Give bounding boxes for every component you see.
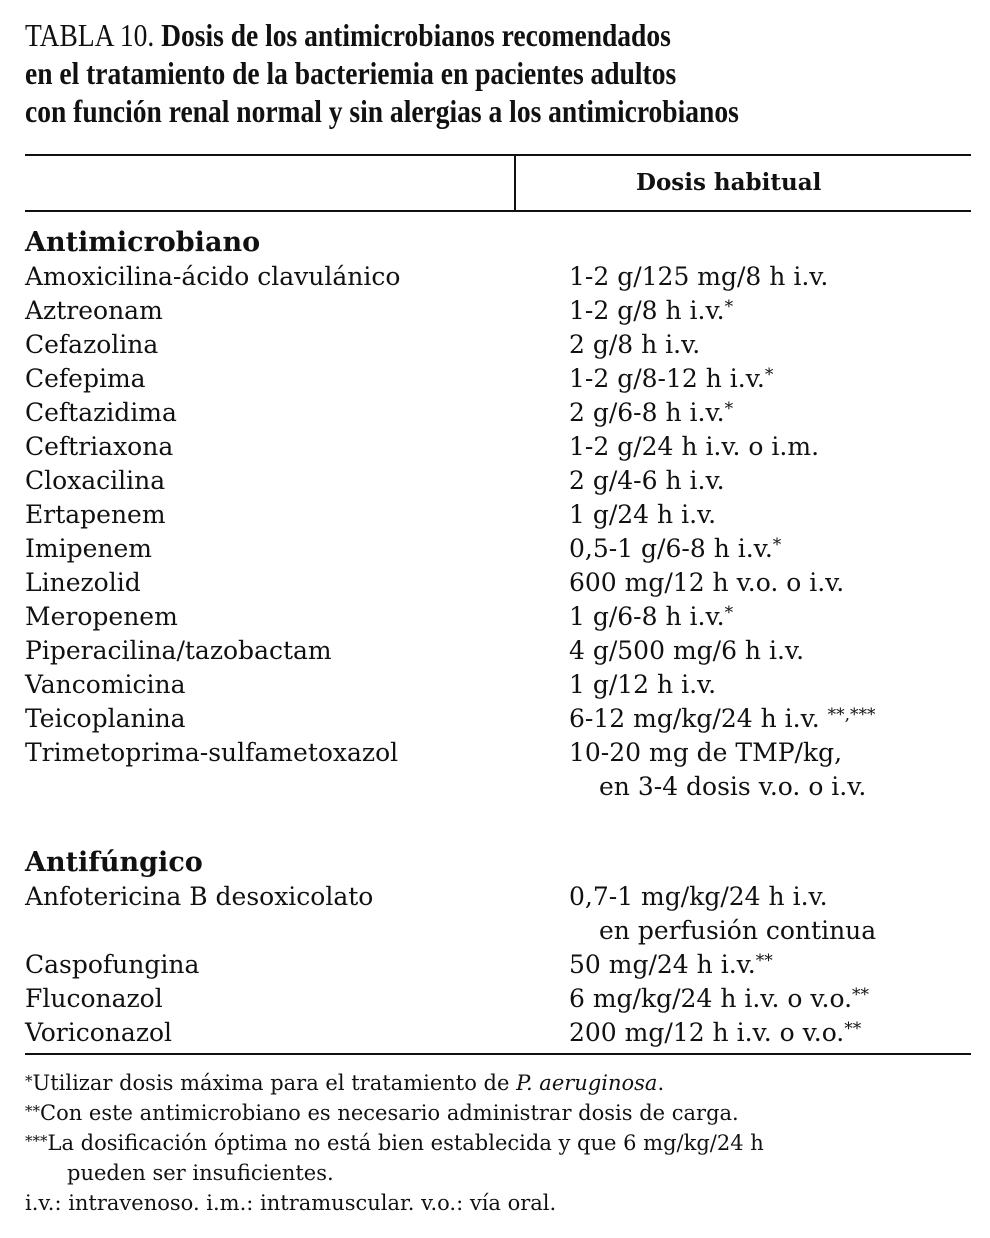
- drug-dose: 1 g/24 h i.v.: [569, 500, 717, 529]
- drug-dose: 6 mg/kg/24 h i.v. o v.o.**: [569, 984, 870, 1013]
- table-row: [25, 566, 971, 600]
- table-row: [25, 982, 971, 1016]
- top-rule: [25, 154, 971, 156]
- drug-name: Cefepima: [25, 364, 146, 393]
- column-header-dose: Dosis habitual: [636, 169, 822, 196]
- drug-dose: 50 mg/24 h i.v.**: [569, 950, 773, 979]
- table-row: [25, 600, 971, 634]
- drug-name: Vancomicina: [25, 670, 186, 699]
- drug-dose: 2 g/4-6 h i.v.: [569, 466, 725, 495]
- table-row: [25, 736, 971, 804]
- title-line-1: TABLA 10. Dosis de los antimicrobianos recomendados: [25, 17, 671, 53]
- table-row: [25, 362, 971, 396]
- drug-dose: 1 g/12 h i.v.: [569, 670, 717, 699]
- drug-dose-continued: en perfusión continua: [599, 916, 877, 945]
- drug-name: Voriconazol: [25, 1018, 173, 1047]
- table-row: [25, 948, 971, 982]
- drug-dose: 10-20 mg de TMP/kg, en 3-4 dosis v.o. o i.v.: [569, 736, 866, 804]
- drug-dose: 6-12 mg/kg/24 h i.v. **,***: [569, 704, 876, 733]
- table-document: [25, 16, 971, 1215]
- drug-name: Ceftriaxona: [25, 432, 174, 461]
- table-row: [25, 328, 971, 362]
- drug-dose: 200 mg/12 h i.v. o v.o.**: [569, 1018, 862, 1047]
- drug-name: Teicoplanina: [25, 704, 186, 733]
- table-row: [25, 880, 971, 948]
- drug-name: Linezolid: [25, 568, 141, 597]
- table-row: [25, 430, 971, 464]
- drug-dose: 1-2 g/24 h i.v. o i.m.: [569, 432, 820, 461]
- bottom-rule: [25, 1053, 971, 1055]
- abbreviations-note: i.v.: intravenoso. i.m.: intramuscular. v.o.: vía oral.: [25, 1191, 557, 1215]
- table-title: [25, 16, 971, 138]
- drug-name: Piperacilina/tazobactam: [25, 636, 332, 665]
- drug-name: Amoxicilina-ácido clavulánico: [25, 262, 401, 291]
- drug-name: Meropenem: [25, 602, 178, 631]
- drug-dose: 0,5-1 g/6-8 h i.v.*: [569, 534, 782, 563]
- footnotes: [25, 1068, 971, 1218]
- drug-dose: 600 mg/12 h v.o. o i.v.: [569, 568, 845, 597]
- drug-name: Fluconazol: [25, 984, 163, 1013]
- drug-name: Trimetoprima-sulfametoxazol: [25, 738, 399, 767]
- title-line-2: en el tratamiento de la bacteriemia en pacientes adultos: [25, 55, 677, 91]
- table-row: [25, 634, 971, 668]
- section-heading-antimicrobiano: Antimicrobiano: [25, 227, 261, 258]
- table-row: [25, 532, 971, 566]
- drug-name: Ertapenem: [25, 500, 166, 529]
- drug-name: Cefazolina: [25, 330, 159, 359]
- drug-name: Aztreonam: [25, 296, 163, 325]
- drug-dose: 0,7-1 mg/kg/24 h i.v. en perfusión continua: [569, 880, 876, 948]
- drug-dose: 1-2 g/8 h i.v.*: [569, 296, 734, 325]
- section-heading-antifungico: Antifúngico: [25, 847, 203, 878]
- drug-dose: 2 g/8 h i.v.: [569, 330, 701, 359]
- drug-name: Imipenem: [25, 534, 152, 563]
- drug-name: Caspofungina: [25, 950, 200, 979]
- table-row: [25, 668, 971, 702]
- table-row: [25, 260, 971, 294]
- header-divider: [514, 156, 516, 210]
- header-rule: [25, 210, 971, 212]
- table-label: TABLA 10.: [25, 17, 155, 53]
- drug-name: Ceftazidima: [25, 398, 177, 427]
- table-row: [25, 464, 971, 498]
- table-row: [25, 294, 971, 328]
- table-row: [25, 498, 971, 532]
- table-row: [25, 396, 971, 430]
- footnote-3: ***La dosificación óptima no está bien establecida y que 6 mg/kg/24 h pueden ser insuficientes.: [25, 1128, 971, 1188]
- footnote-2: **Con este antimicrobiano es necesario administrar dosis de carga.: [25, 1101, 739, 1125]
- drug-dose: 1-2 g/125 mg/8 h i.v.: [569, 262, 829, 291]
- drug-dose: 1 g/6-8 h i.v.*: [569, 602, 734, 631]
- title-line-3: con función renal normal y sin alergias a los antimicrobianos: [25, 93, 739, 129]
- footnote-3-continued: pueden ser insuficientes.: [67, 1161, 334, 1185]
- footnote-1: *Utilizar dosis máxima para el tratamiento de P. aeruginosa.: [25, 1071, 665, 1095]
- drug-name: Anfotericina B desoxicolato: [25, 882, 374, 911]
- table-row: [25, 702, 971, 736]
- drug-name: Cloxacilina: [25, 466, 166, 495]
- drug-dose: 4 g/500 mg/6 h i.v.: [569, 636, 805, 665]
- table-row: [25, 1016, 971, 1050]
- table-body: [25, 226, 971, 1050]
- drug-dose-continued: en 3-4 dosis v.o. o i.v.: [599, 772, 867, 801]
- section-spacer: [25, 804, 971, 846]
- drug-dose: 1-2 g/8-12 h i.v.*: [569, 364, 774, 393]
- drug-dose: 2 g/6-8 h i.v.*: [569, 398, 734, 427]
